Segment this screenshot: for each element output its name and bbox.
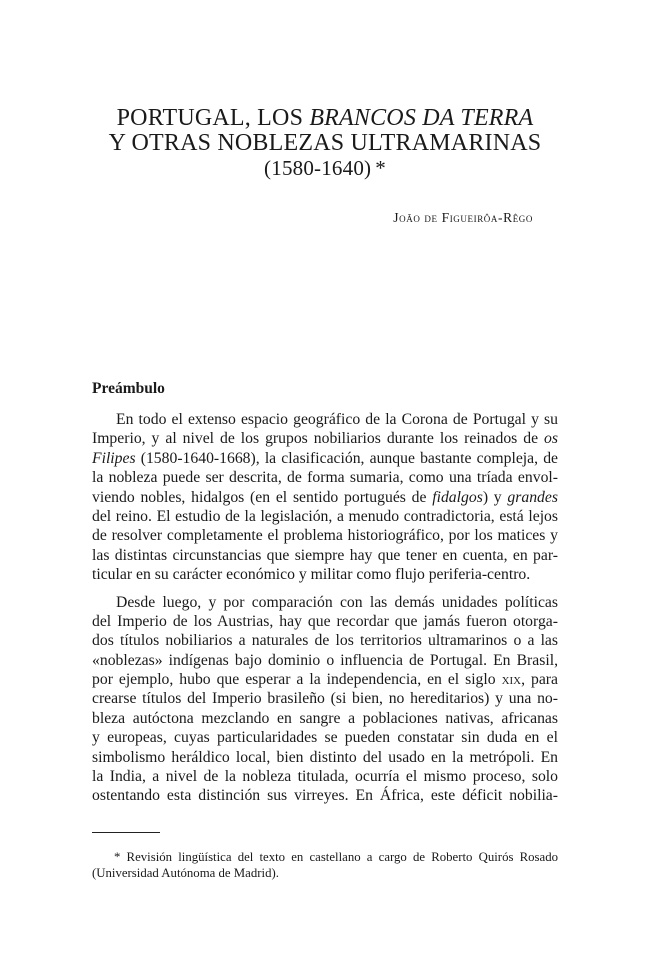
text-line: ostentando esta distinción sus virreyes. En África, este déficit nobilia- [92,787,558,805]
text-line: de resolver completamente el problema historiográfico, por los matices y [92,527,558,545]
author-name: João de Figueirôa-Rêgo [393,210,533,225]
text-line [92,449,558,468]
footnote-separator [92,832,160,833]
footnote-line: * Revisión lingüística del texto en castellano a cargo de Roberto Quirós Rosado [114,850,558,864]
title-dates: (1580-1640) [264,156,372,180]
text-line [92,488,558,507]
italic-span: grandes [507,488,558,506]
text-span: por ejemplo, hubo que esperar a la independencia, en el siglo [92,671,502,689]
italic-span: fidalgos [432,488,483,506]
title-line-1-text: PORTUGAL, LOS [116,105,310,131]
text-line: Desde luego, y por comparación con las demás unidades políticas [116,593,558,611]
article-title [0,106,650,181]
italic-span: os [544,430,558,448]
text-line: bleza autóctona mezclando en sangre a poblaciones nativas, africanas [92,709,558,727]
text-span: , para [521,671,558,689]
title-line-3 [0,156,650,181]
text-span: (1580-1640-1668), la clasificación, aunque bastante compleja, de [135,449,558,467]
paragraph-2 [92,593,558,806]
section-heading: Preámbulo [92,380,165,397]
text-line: del Imperio de los Austrias, hay que recordar que jamás fueron otorga- [92,612,558,630]
title-footnote-mark: * [375,156,386,180]
text-line: y europeas, cuyas particularidades se pueden constatar sin duda en el [92,729,558,747]
text-line: del reino. El estudio de la legislación, a menudo contradictoria, está lejos [92,507,558,525]
text-span: Imperio, y al nivel de los grupos nobiliarios durante los reinados de [92,430,545,448]
text-line: dos títulos nobiliarios a naturales de los territorios ultramarinos o a las [92,632,558,650]
text-line: la nobleza puede ser descrita, de forma sumaria, como una tríada envol- [92,469,558,487]
text-span: ) y [482,488,508,506]
text-line: crearse títulos del Imperio brasileño (si bien, no hereditarios) y una no- [92,690,558,708]
text-line: la India, a nivel de la nobleza titulada, ocurría el mismo proceso, solo [92,768,558,786]
text-line [92,670,558,689]
italic-span: Filipes [92,449,136,467]
title-line-1-italic: BRANCOS DA TERRA [309,105,534,131]
body-text [92,410,558,814]
text-line: ticular en su carácter económico y militar como flujo periferia-centro. [92,566,531,584]
text-line: las distintas circunstancias que siempre hay que tener en cuenta, en par- [92,546,558,564]
title-line-1 [0,106,650,131]
text-line: «noblezas» indígenas bajo dominio o influencia de Portugal. En Brasil, [92,651,558,669]
text-line [92,429,558,448]
text-span: viendo nobles, hidalgos (en el sentido portugués de [92,488,433,506]
footnote-line: (Universidad Autónoma de Madrid). [92,866,279,880]
small-caps-span: xix [501,671,522,689]
title-line-2: Y OTRAS NOBLEZAS ULTRAMARINAS [108,130,542,156]
text-line: En todo el extenso espacio geográfico de la Corona de Portugal y su [116,411,558,428]
paragraph-1 [92,410,558,585]
footnote [92,849,558,881]
text-line: simbolismo heráldico local, bien distinto del usado en la metrópoli. En [92,748,558,766]
